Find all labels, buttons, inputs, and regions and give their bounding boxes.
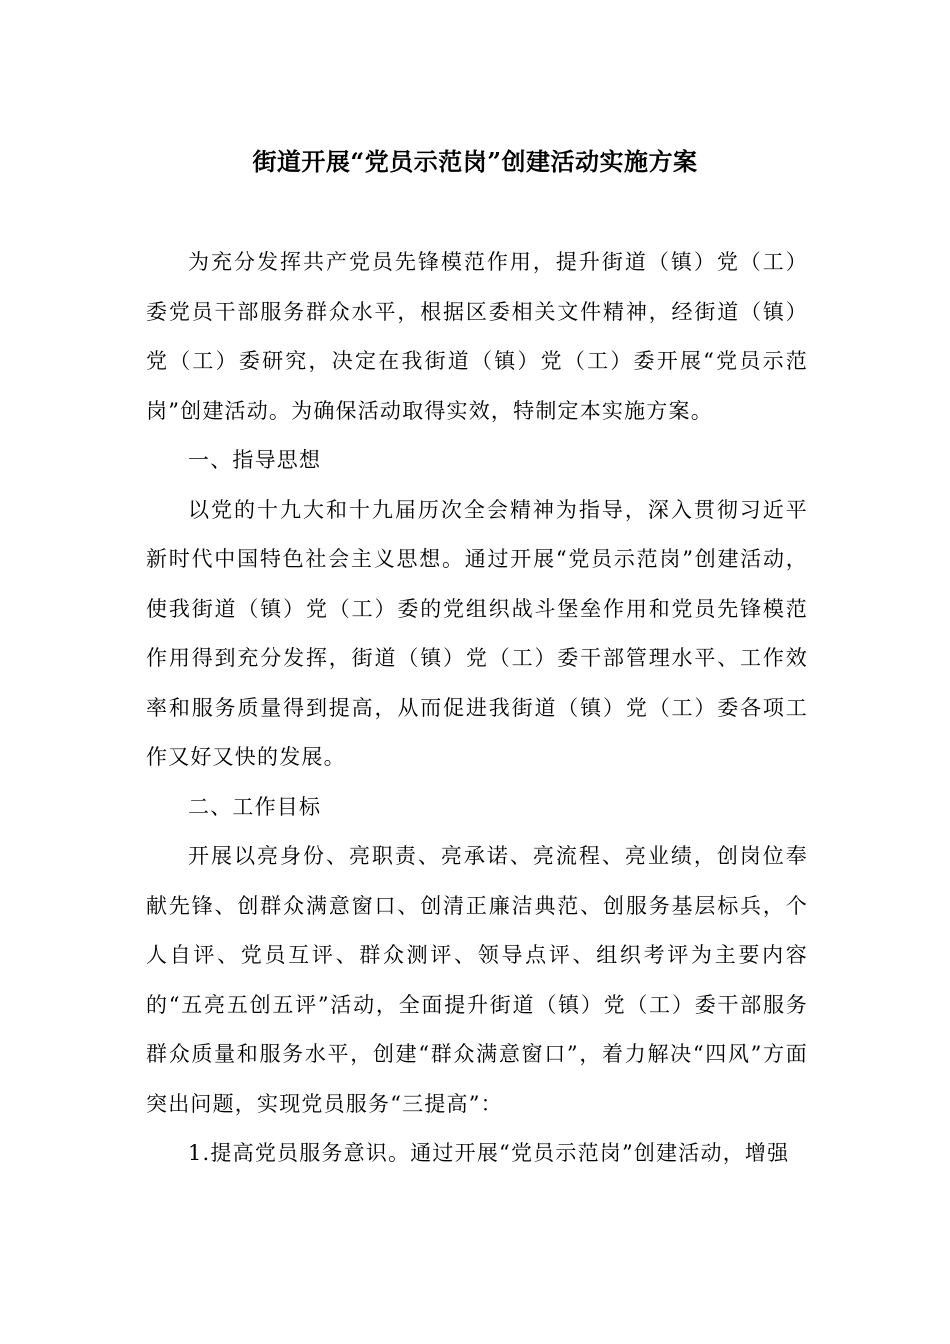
paragraph-guiding-thought: 以党的十九大和十九届历次全会精神为指导，深入贯彻习近平新时代中国特色社会主义思想。通过开展“党员示范岗”创建活动，使我街道（镇）党（工）委的党组织战斗堡垒作用和党员先锋模范作用得到充分发挥，街道（镇）党（工）委干部管理水平、工作效率和服务质量得到提高，从而促进我街道（镇）党（工）委各项工作又好又快的发展。 bbox=[146, 497, 808, 769]
document-body bbox=[146, 238, 808, 1179]
section-heading-guiding-thought: 一、指导思想 bbox=[188, 448, 322, 472]
paragraph-item-1: 1.提高党员服务意识。通过开展“党员示范岗”创建活动，增强 bbox=[188, 1141, 790, 1165]
paragraph-intro: 为充分发挥共产党员先锋模范作用，提升街道（镇）党（工）委党员干部服务群众水平，根据区委相关文件精神，经街道（镇）党（工）委研究，决定在我街道（镇）党（工）委开展“党员示范岗”创建活动。为确保活动取得实效，特制定本实施方案。 bbox=[146, 250, 808, 423]
section-heading-work-goals: 二、工作目标 bbox=[188, 794, 322, 819]
paragraph-work-goals: 开展以亮身份、亮职责、亮承诺、亮流程、亮业绩，创岗位奉献先锋、创群众满意窗口、创清正廉洁典范、创服务基层标兵，个人自评、党员互评、群众测评、领导点评、组织考评为主要内容的“五亮五创五评”活动，全面提升街道（镇）党（工）委干部服务群众质量和服务水平，创建“群众满意窗口”，着力解决“四风”方面突出问题，实现党员服务“三提高”： bbox=[146, 844, 808, 1116]
document-title: 街道开展“党员示范岗”创建活动实施方案 bbox=[252, 147, 698, 176]
